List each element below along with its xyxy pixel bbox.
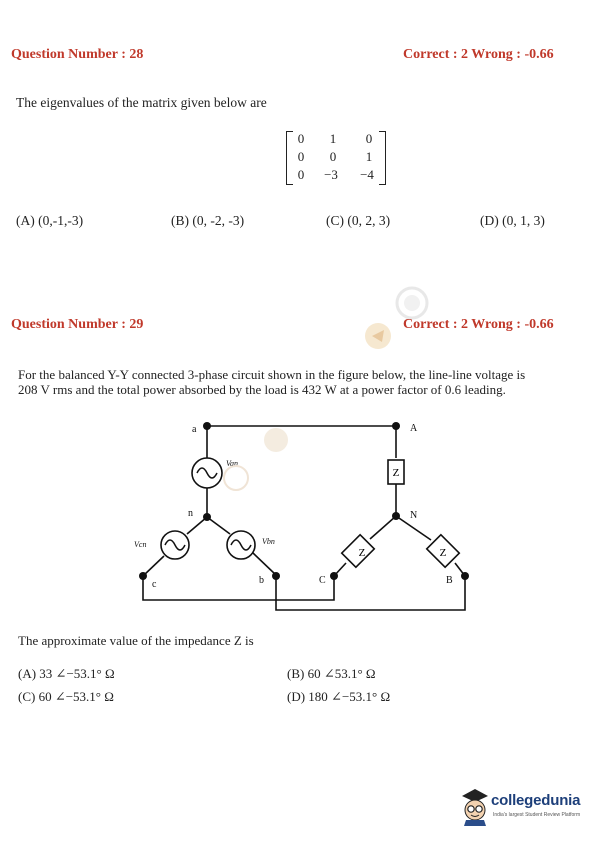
wire-vbn-b — [253, 553, 276, 575]
matrix-cell: 0 — [329, 149, 337, 164]
impedance-label: Z — [439, 547, 447, 559]
matrix-cell: 0 — [297, 131, 305, 146]
node-n — [203, 513, 211, 521]
q28-option-a: (A) (0,-1,-3) — [16, 213, 84, 228]
watermark-emblem — [224, 466, 248, 490]
q28-marks: Correct : 2 Wrong : -0.66 — [403, 47, 554, 62]
matrix-cell: 0 — [297, 167, 305, 182]
label-a: a — [192, 424, 197, 435]
q29-option-a: (A) 33 ∠−53.1° Ω — [18, 666, 115, 681]
q28-matrix — [286, 131, 386, 187]
q29-option-b: (B) 60 ∠53.1° Ω — [287, 666, 376, 681]
node-A — [392, 422, 400, 430]
label-N: N — [410, 510, 418, 521]
label-n: n — [188, 508, 193, 519]
q28-option-d: (D) (0, 1, 3) — [480, 213, 545, 228]
wire-c-C — [143, 576, 334, 600]
node-N — [392, 512, 400, 520]
q28-question-text: The eigenvalues of the matrix given below are — [16, 95, 267, 110]
q29-marks: Correct : 2 Wrong : -0.66 — [403, 317, 554, 332]
matrix-cell: 1 — [329, 131, 337, 146]
q29-question-line1: For the balanced Y-Y connected 3-phase circuit shown in the figure below, the line-line voltage is — [18, 367, 526, 382]
matrix-cell: −3 — [324, 167, 338, 182]
matrix-cell: 0 — [365, 131, 373, 146]
q29-heading: Question Number : 29 — [11, 317, 144, 332]
matrix-cell: −4 — [360, 167, 374, 182]
wire-n-vbn — [207, 517, 230, 534]
q29-circuit-diagram — [0, 400, 595, 620]
node-c — [139, 572, 147, 580]
q29-question-line2: 208 V rms and the total power absorbed by the load is 432 W at a power factor of 0.6 leading. — [18, 382, 506, 397]
label-vcn: Vcn — [134, 540, 147, 549]
node-b — [272, 572, 280, 580]
node-a — [203, 422, 211, 430]
q28-option-c: (C) (0, 2, 3) — [326, 213, 391, 228]
brand-name: collegedunia — [491, 792, 581, 809]
wire-b-B — [276, 576, 465, 610]
q29-prompt: The approximate value of the impedance Z is — [18, 633, 254, 648]
collegedunia-mascot-icon — [458, 786, 492, 826]
impedance-label: Z — [392, 467, 400, 479]
node-B — [461, 572, 469, 580]
brand-tagline: India's largest Student Review Platform — [493, 812, 581, 818]
node-C — [330, 572, 338, 580]
matrix-cell: 1 — [365, 149, 373, 164]
wire-vcn-c — [143, 556, 164, 576]
label-b: b — [259, 575, 264, 586]
wire-N-zc — [370, 516, 396, 539]
label-van: Van — [226, 459, 238, 468]
matrix-cell: 0 — [297, 149, 305, 164]
label-B: B — [446, 575, 453, 586]
watermark-emblem — [264, 428, 288, 452]
label-C: C — [319, 575, 326, 586]
label-vbn: Vbn — [262, 537, 275, 546]
label-c: c — [152, 579, 157, 590]
q28-option-b: (B) (0, -2, -3) — [171, 213, 245, 228]
impedance-label: Z — [358, 547, 366, 559]
q29-option-d: (D) 180 ∠−53.1° Ω — [287, 689, 391, 704]
q29-option-c: (C) 60 ∠−53.1° Ω — [18, 689, 114, 704]
q28-heading: Question Number : 28 — [11, 47, 144, 62]
label-A: A — [410, 423, 418, 434]
